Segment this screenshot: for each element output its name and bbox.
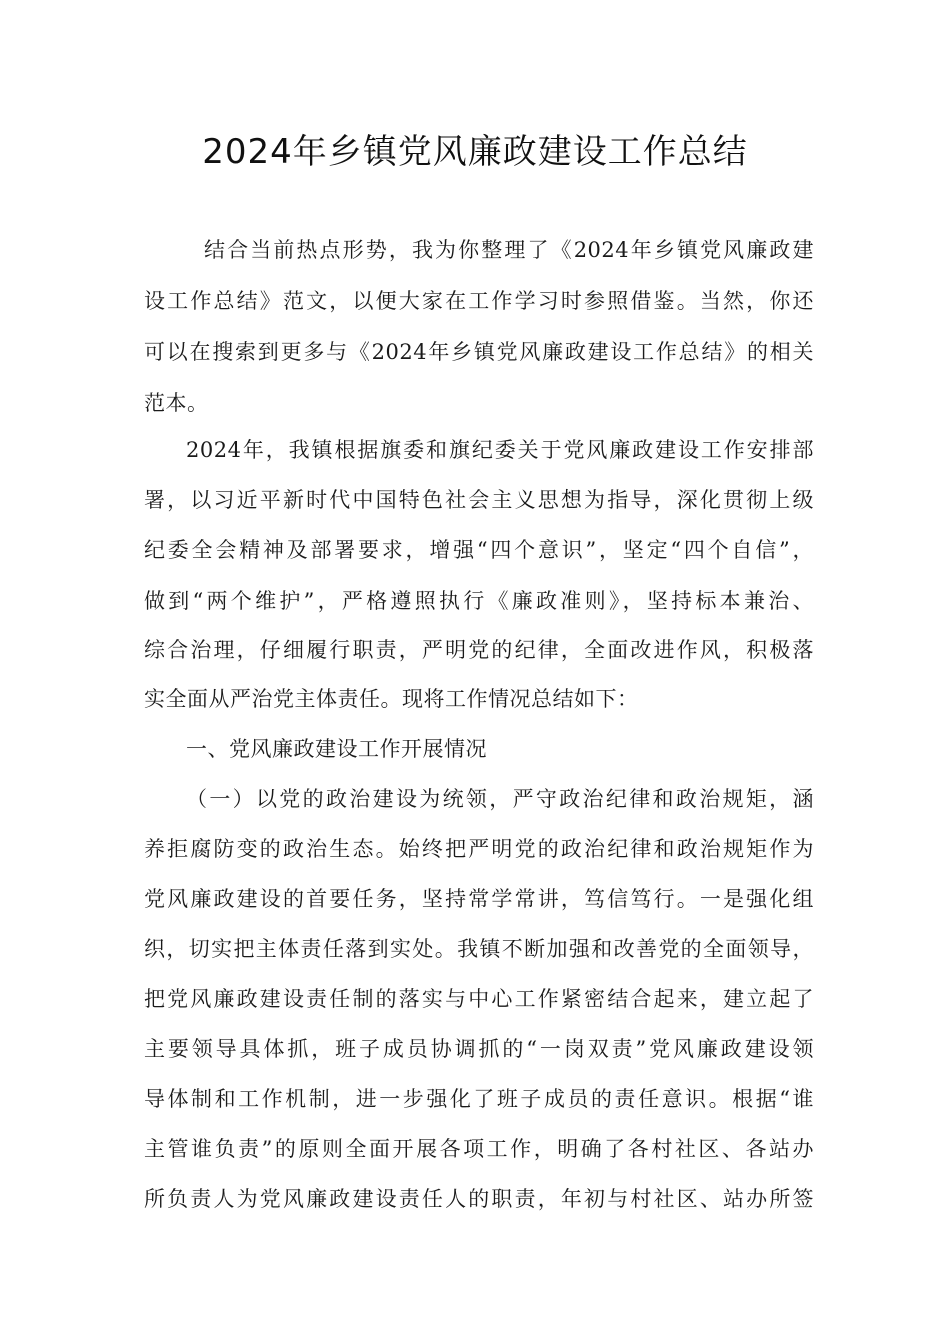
text-line: 主管谁负责”的原则全面开展各项工作，明确了各村社区、各站办 — [144, 1137, 814, 1161]
text-line: 养拒腐防变的政治生态。始终把严明党的政治纪律和政治规矩作为 — [144, 837, 814, 861]
text-line: 范本。 — [144, 391, 209, 415]
text-line: 纪委全会精神及部署要求，增强“四个意识”，坚定“四个自信”， — [144, 538, 814, 562]
text-line: 做到“两个维护”，严格遵照执行《廉政准则》，坚持标本兼治、 — [144, 589, 814, 613]
text-line: 设工作总结》范文，以便大家在工作学习时参照借鉴。当然，你还 — [144, 289, 814, 313]
text-line: 党风廉政建设的首要任务，坚持常学常讲，笃信笃行。一是强化组 — [144, 887, 814, 911]
text-line: 可以在搜索到更多与《2024年乡镇党风廉政建设工作总结》的相关 — [144, 340, 814, 364]
section-heading: 一、党风廉政建设工作开展情况 — [186, 737, 487, 761]
text-line: 署，以习近平新时代中国特色社会主义思想为指导，深化贯彻上级 — [144, 488, 814, 512]
text-line: 导体制和工作机制，进一步强化了班子成员的责任意识。根据“谁 — [144, 1087, 814, 1111]
text-line: 主要领导具体抓，班子成员协调抓的“一岗双责”党风廉政建设领 — [144, 1037, 814, 1061]
text-line: 2024年，我镇根据旗委和旗纪委关于党风廉政建设工作安排部 — [186, 438, 814, 462]
text-line: 把党风廉政建设责任制的落实与中心工作紧密结合起来，建立起了 — [144, 987, 814, 1011]
document-title: 2024年乡镇党风廉政建设工作总结 — [202, 132, 748, 172]
text-line: 实全面从严治党主体责任。现将工作情况总结如下： — [144, 687, 639, 711]
text-line: 所负责人为党风廉政建设责任人的职责，年初与村社区、站办所签 — [144, 1187, 814, 1211]
text-line: 织，切实把主体责任落到实处。我镇不断加强和改善党的全面领导， — [144, 937, 814, 961]
text-line: 综合治理，仔细履行职责，严明党的纪律，全面改进作风，积极落 — [144, 638, 814, 662]
text-line: （一）以党的政治建设为统领，严守政治纪律和政治规矩，涵 — [186, 787, 814, 811]
text-line: 结合当前热点形势，我为你整理了《2024年乡镇党风廉政建 — [204, 238, 814, 262]
